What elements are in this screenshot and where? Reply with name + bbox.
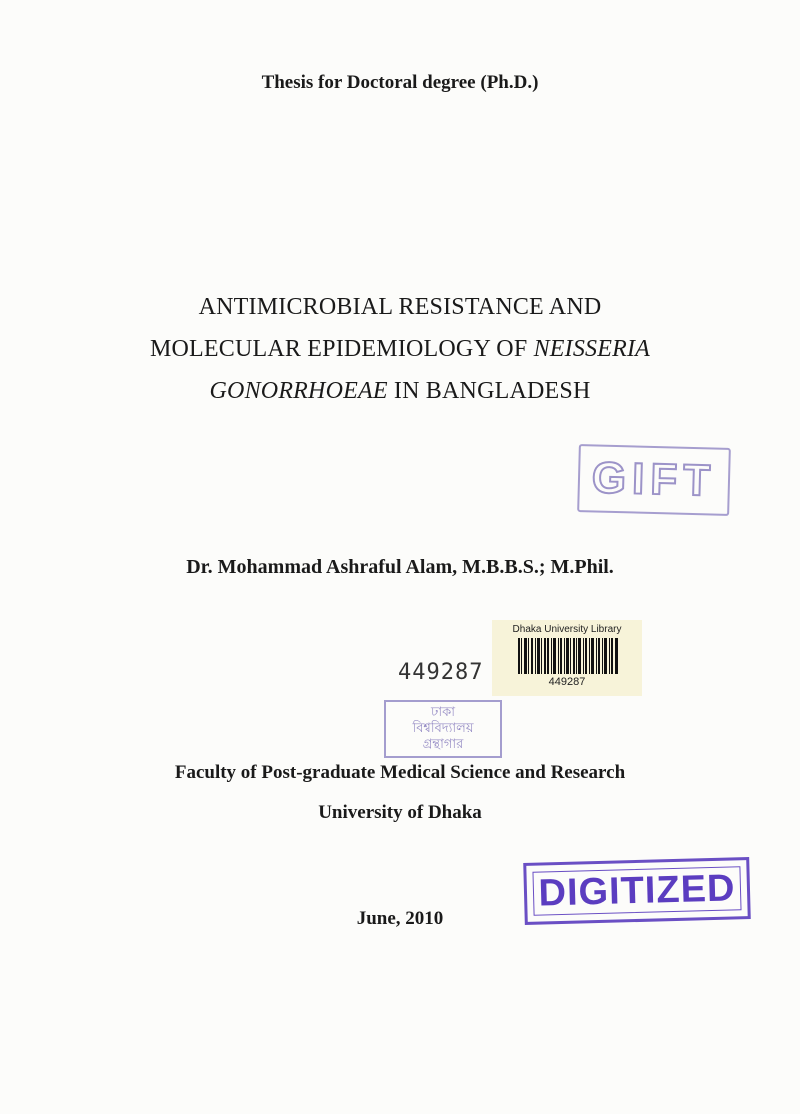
thesis-title	[0, 286, 800, 412]
library-barcode-label	[492, 620, 642, 696]
digitized-stamp-text: DIGITIZED	[538, 866, 736, 915]
degree-line: Thesis for Doctoral degree (Ph.D.)	[261, 72, 539, 93]
library-stamp	[384, 700, 502, 758]
library-stamp-line-2: বিশ্ববিদ্যালয়	[412, 721, 474, 736]
submission-date: June, 2010	[356, 908, 444, 929]
author-name: Dr. Mohammad Ashraful Alam, M.B.B.S.; M.Phil.	[186, 556, 614, 578]
library-label-text: Dhaka University Library	[512, 624, 622, 635]
faculty-name: Faculty of Post-graduate Medical Science and Research	[174, 762, 626, 783]
handwritten-accession-number: 449287	[398, 660, 484, 685]
library-stamp-line-1: ঢাকা	[431, 705, 455, 720]
barcode-number: 449287	[548, 676, 586, 688]
library-stamp-line-3: গ্রন্থাগার	[422, 737, 464, 752]
digitized-stamp	[523, 857, 751, 925]
title-line-2	[0, 328, 800, 370]
barcode-icon	[518, 638, 618, 674]
gift-stamp-text: GIFT	[591, 453, 717, 506]
university-name: University of Dhaka	[318, 802, 482, 823]
gift-stamp	[577, 444, 731, 516]
title-line-2-italic: NEISSERIA	[533, 336, 651, 362]
title-line-3	[0, 370, 800, 412]
title-line-3-italic: GONORRHOEAE	[209, 378, 388, 404]
title-line-3-suffix: IN BANGLADESH	[387, 378, 591, 404]
title-line-1: ANTIMICROBIAL RESISTANCE AND	[198, 294, 602, 320]
title-line-2-prefix: MOLECULAR EPIDEMIOLOGY OF	[149, 336, 534, 362]
